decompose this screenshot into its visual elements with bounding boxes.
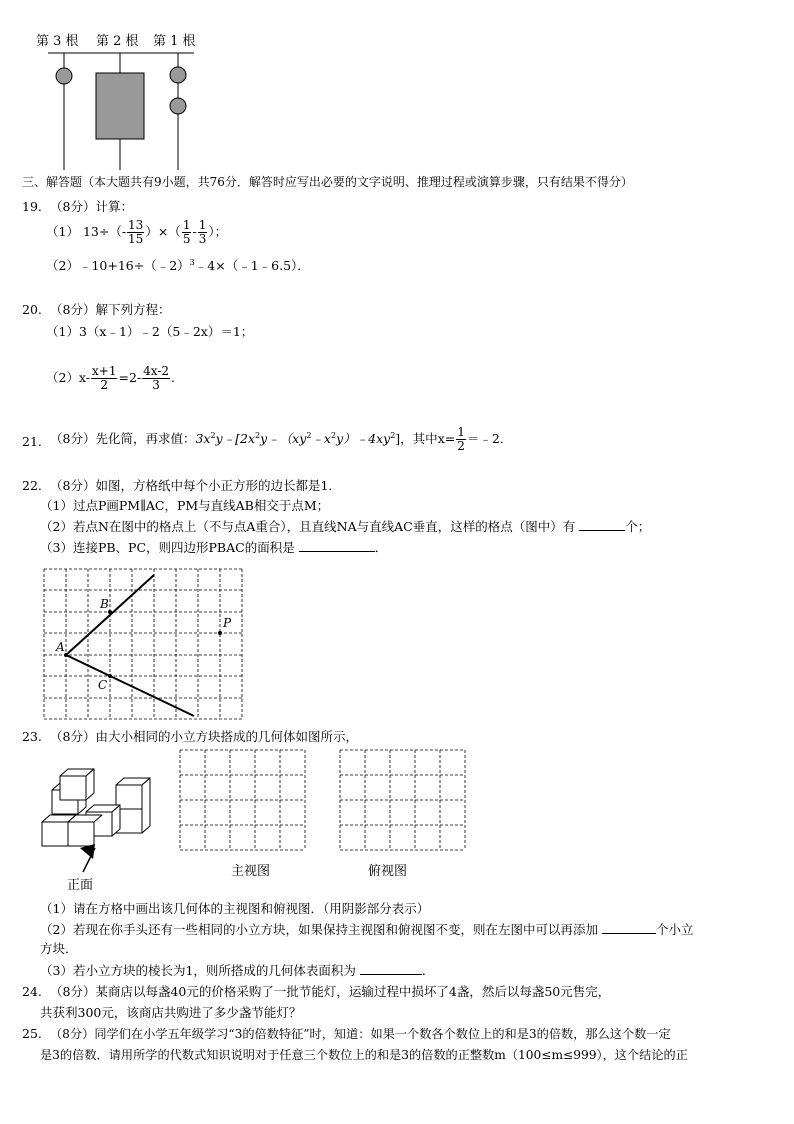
top-view-label: 俯视图 — [368, 864, 408, 879]
q25-line1: （8分）同学们在小学五年级学习“3的倍数特征”时，知道：如果一个数各个数位上的和是3的倍数，那么这个数一定 — [50, 1027, 671, 1041]
q21-expr-b: y﹣[2x — [215, 431, 256, 446]
rod-label-2: 第 2 根 — [96, 34, 139, 49]
q21-expr-f: ]，其中 — [395, 431, 438, 446]
q19-p1-a: 13÷（- — [82, 224, 127, 239]
q19-p1-b: ）×（ — [145, 224, 181, 239]
q21-expr-c: y﹣（xy — [260, 431, 307, 446]
q22-part1: （1）过点P画PM∥AC，PM与直线AB相交于点M； — [40, 498, 330, 513]
q21-expr-d: ﹣x — [311, 431, 331, 446]
q24-line2: 共获利300元，该商店共购进了多少盏节能灯？ — [40, 1005, 302, 1020]
point-label-c: C — [98, 678, 108, 692]
q20-part1: （1）3（x﹣1）﹣2（5﹣2x）＝1； — [46, 324, 254, 339]
q20-p2-b: =2- — [118, 370, 142, 385]
q23-part2-cont: 方块． — [40, 941, 78, 956]
q19-p1-c: - — [192, 224, 197, 239]
q22-p3-a: （3）连接PB、PC，则四边形PBAC的面积是 — [40, 540, 295, 555]
q19-title: （8分）计算： — [50, 199, 133, 214]
q23-answer-blank-2[interactable] — [360, 963, 422, 975]
q22-p3-b: ． — [374, 540, 388, 555]
rod-label-1: 第 1 根 — [153, 34, 196, 49]
q21-cond-b: ＝﹣2． — [466, 431, 513, 446]
main-view-label: 主视图 — [231, 864, 271, 879]
q21-expr-e: y）﹣4xy — [336, 431, 391, 446]
q20-number: 20. — [22, 302, 42, 317]
q23-part2 — [40, 922, 693, 937]
q19-fraction-1: $\frac{13}{15}$ — [128, 218, 144, 246]
q24-number: 24. — [22, 984, 42, 999]
q20-fraction-2: $\frac{4x-2}{3}$ — [143, 364, 170, 392]
q19-number: 19. — [22, 199, 42, 214]
q22-title: （8分）如图，方格纸中每个小正方形的边长都是1． — [50, 478, 341, 493]
front-label: 正面 — [67, 878, 94, 893]
q23-part3 — [40, 963, 434, 978]
q23-p3-b: ． — [421, 963, 435, 978]
q21-cond-a: x= — [437, 431, 456, 446]
q19-fraction-2: $\frac{1}{5}$ — [182, 218, 191, 246]
q22-p2-b: 个； — [625, 519, 651, 534]
q23-part1: （1）请在方格中画出该几何体的主视图和俯视图．（用阴影部分表示） — [40, 901, 430, 916]
q21-number: 21. — [22, 434, 42, 449]
q21-line: （8分）先化简，再求值：$3x^2y﹣[2x^2y﹣(xy^2﹣x^2y)﹣4xy^2]$，其中x= $\frac{1}{2}$ ＝﹣2． — [50, 425, 513, 453]
q19-p2-exponent: 3 — [189, 258, 195, 267]
section-heading: 三、解答题（本大题共有9小题，共76分．解答时应写出必要的文字说明、推理过程或演算步骤，只有结果不得分） — [22, 175, 633, 189]
q24-line1: （8分）某商店以每盏40元的价格采购了一批节能灯，运输过程中损坏了4盏，然后以每盏50元售完， — [50, 984, 611, 999]
q20-fraction-1: $\frac{x+1}{2}$ — [92, 364, 117, 392]
q19-fraction-3: $\frac{1}{3}$ — [198, 218, 207, 246]
q19-p2-a: ﹣10+16÷（﹣2） — [78, 258, 190, 274]
q23-number: 23. — [22, 729, 42, 744]
q23-title: （8分）由大小相同的小立方块搭成的几何体如图所示， — [50, 729, 358, 744]
q21-expr-a: 3x — [195, 431, 211, 446]
q25-number: 25. — [22, 1026, 42, 1041]
q22-number: 22. — [22, 478, 42, 493]
q23-answer-blank-1[interactable] — [602, 922, 656, 934]
q23-p2-a: （2）若现在你手头还有一些相同的小立方块，如果保持主视图和俯视图不变，则在左图中可以再添加 — [40, 922, 598, 937]
q25-line2: 是3的倍数．请用所学的代数式知识说明对于任意三个数位上的和是3的倍数的正整数m（100≤m≤999），这个结论的正 — [40, 1048, 688, 1062]
point-label-p: P — [223, 616, 232, 630]
point-label-b: B — [100, 597, 109, 611]
q21-fraction: $\frac{1}{2}$ — [457, 425, 465, 453]
q19-p1-label: （1） — [46, 224, 79, 239]
q23-p3-a: （3）若小立方块的棱长为1，则所搭成的几何体表面积为 — [40, 963, 356, 978]
q20-p2-label: （2） — [46, 370, 79, 385]
q21-title: （8分）先化简，再求值： — [50, 431, 196, 446]
rod-label-3: 第 3 根 — [36, 34, 79, 49]
q19-p2-label: （2） — [46, 258, 79, 274]
q20-p2-c: . — [171, 370, 176, 385]
q19-p1-d: ）； — [208, 224, 228, 239]
q20-title: （8分）解下列方程： — [50, 302, 171, 317]
q23-p2-b: 个小立 — [655, 922, 694, 937]
point-label-a: A — [56, 640, 65, 654]
q22-p2-a: （2）若点N在图中的格点上（不与点A重合），且直线NA与直线AC垂直，这样的格点（图中）有 — [40, 519, 576, 534]
q20-p2-a: x- — [78, 370, 91, 385]
q19-p2-b: ﹣4×（﹣1﹣6.5）． — [194, 258, 310, 274]
